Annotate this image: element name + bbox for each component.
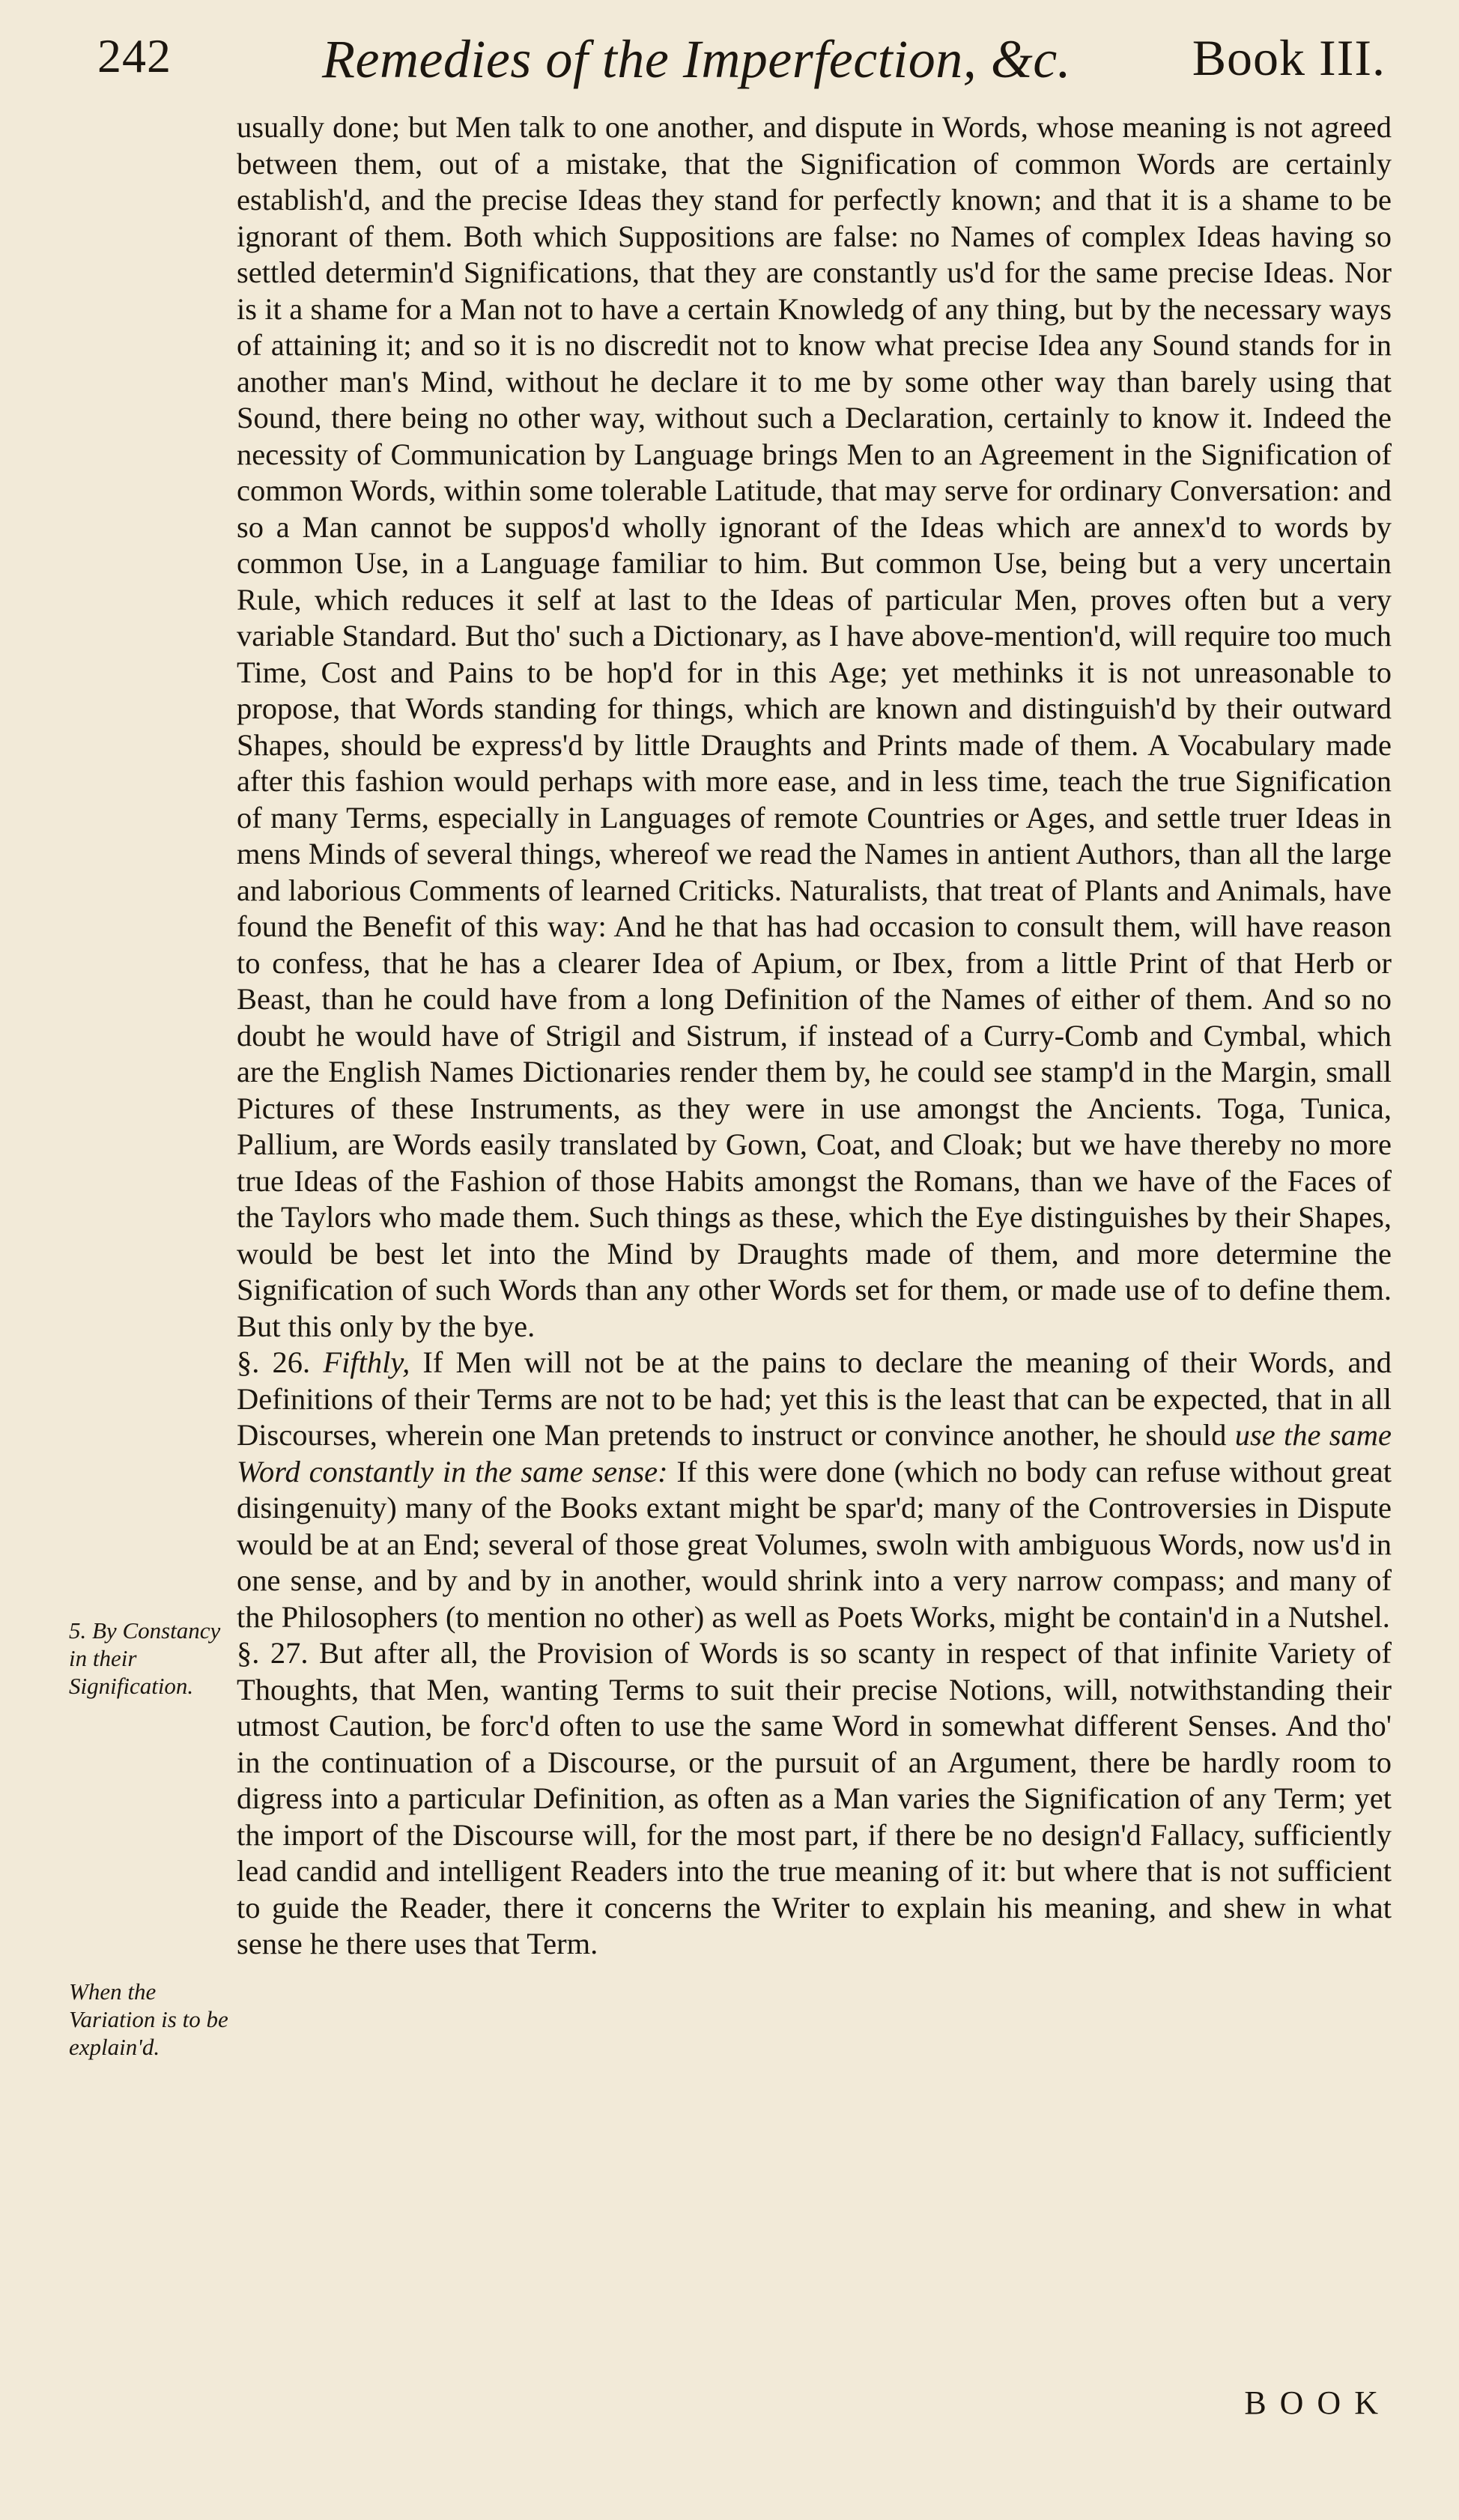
section-26-text-b: If this were done (which no body can refuse without great disingenuity) many of the Books extant might be spar'd; many of the Controversies in Dispute would be at an End; several of those great Volumes, swoln with ambiguous Words, now us'd in one sense, and by and by in another, would shrink into a very narrow compass; and many of the Philosophers (to mention no other) as well as Poets Works, might be contain'd in a Nutshel. [237, 1454, 1392, 1634]
section-26-lead: Fifthly, [323, 1345, 410, 1379]
section-27-text: But after all, the Provision of Words is so scanty in respect of that infinite Variety of Thoughts, that Men, wanting Terms to suit their precise Notions, will, notwithstanding their utmost Caution, be forc'd often to use the same Word in somewhat different Senses. And tho' in the continuation of a Discourse, or the pursuit of an Argument, there be hardly room to digress into a particular Definition, as often as a Man varies the Signification of any Term; yet the import of the Discourse will, for the most part, if there be no design'd Fallacy, sufficiently lead candid and intelligent Readers into the true meaning of it: but where that is not sufficient to guide the Reader, there it concerns the Writer to explain his meaning, and shew in what sense he there uses that Term. [237, 1636, 1392, 1960]
margin-note-variation: When the Variation is to be explain'd. [69, 1978, 228, 2060]
page-header [97, 28, 1386, 111]
book-label: Book III. [1192, 29, 1386, 86]
section-27-number: §. 27. [237, 1636, 309, 1670]
paragraph-1: usually done; but Men talk to one another, and dispute in Words, whose meaning is not agreed between them, out of a mistake, that the Signification of common Words are certainly establish'd, and the precise Ideas they stand for perfectly known; and that it is a shame to be ignorant of them. Both which Suppositions are false: no Names of complex Ideas having so settled determin'd Significations, that they are constantly us'd for the same precise Ideas. Nor is it a shame for a Man not to have a certain Knowledg of any thing, but by the necessary ways of attaining it; and so it is no discredit not to know what precise Idea any Sound stands for in another man's Mind, without he declare it to me by some other way than barely using that Sound, there being no other way, without such a Declaration, certainly to know it. Indeed the necessity of Communication by Language brings Men to an Agreement in the Signification of common Words, within some tolerable Latitude, that may serve for ordinary Conversation: and so a Man cannot be suppos'd wholly ignorant of the Ideas which are annex'd to words by common Use, in a Language familiar to him. But common Use, being but a very uncertain Rule, which reduces it self at last to the Ideas of particular Men, proves often but a very variable Standard. But tho' such a Dictionary, as I have above-mention'd, will require too much Time, Cost and Pains to be hop'd for in this Age; yet methinks it is not unreasonable to propose, that Words standing for things, which are known and distinguish'd by their outward Shapes, should be express'd by little Draughts and Prints made of them. A Vocabulary made after this fashion would perhaps with more ease, and in less time, teach the true Signification of many Terms, especially in Languages of remote Countries or Ages, and settle truer Ideas in mens Minds of several things, whereof we read the Names in antient Authors, than all the large and laborious Comments of learned Criticks. Naturalists, that treat of Plants and Animals, have found the Benefit of this way: And he that has had occasion to consult them, will have reason to confess, that he has a clearer Idea of Apium, or Ibex, from a little Print of that Herb or Beast, than he could have from a long Definition of the Names of either of them. And so no doubt he would have of Strigil and Sistrum, if instead of a Curry-Comb and Cymbal, which are the English Names Dictionaries render them by, he could see stamp'd in the Margin, small Pictures of these Instruments, as they were in use amongst the Ancients. Toga, Tunica, Pallium, are Words easily translated by Gown, Coat, and Cloak; but we have thereby no more true Ideas of the Fashion of those Habits amongst the Romans, than we have of the Faces of the Taylors who made them. Such things as these, which the Eye distinguishes by their Shapes, would be best let into the Mind by Draughts made of them, and more determine the Signification of such Words than any other Words set for them, or made use of to define them. But this only by the bye. [237, 110, 1392, 1343]
running-title: Remedies of the Imperfection, &c. [322, 29, 1072, 89]
catchword: BOOK [1244, 2384, 1392, 2421]
section-26-number: §. 26. [237, 1345, 311, 1379]
paragraph-3 [237, 1635, 1392, 1963]
section-26-emphasis: use the same Word constantly in the same sense: [237, 1418, 1392, 1488]
section-26-text-a: If Men will not be at the pains to declare the meaning of their Words, and Definitions of their Terms are not to be had; yet this is the least that can be expected, that in all Discourses, wherein one Man pretends to instruct or convince another, he should [237, 1345, 1392, 1452]
paragraph-2 [237, 1345, 1392, 1635]
page-number: 242 [97, 29, 172, 82]
page-body [237, 109, 1392, 1963]
margin-note-constancy: 5. By Constancy in their Signification. [69, 1617, 221, 1699]
